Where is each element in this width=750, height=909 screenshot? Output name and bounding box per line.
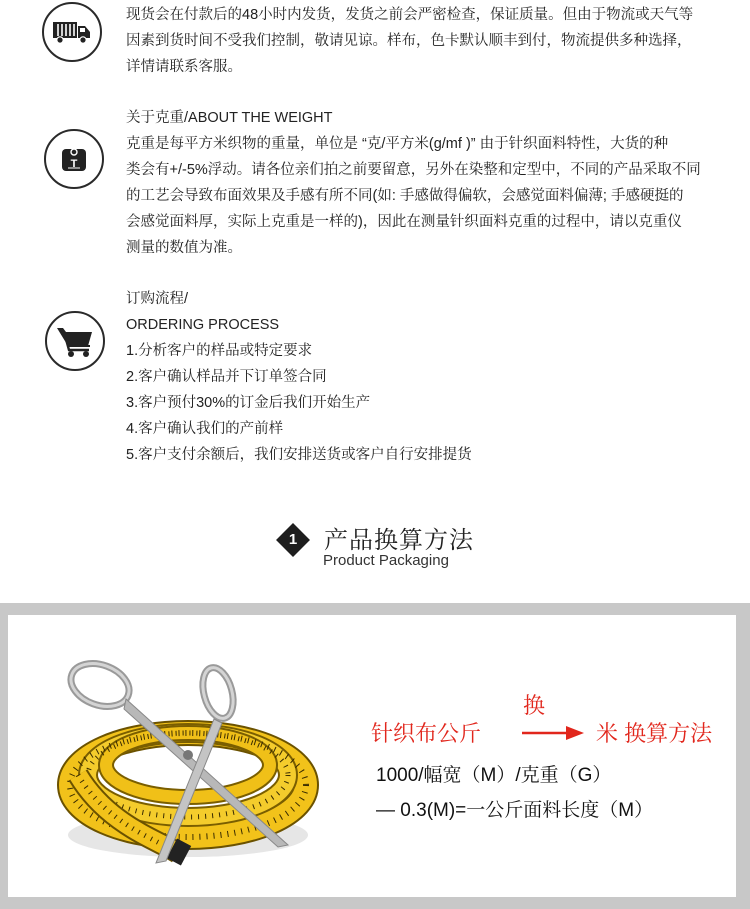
ordering-heading-en: ORDERING PROCESS bbox=[126, 317, 280, 333]
shipping-text bbox=[126, 2, 750, 80]
shopping-cart-icon bbox=[55, 324, 95, 358]
weight-heading: 关于克重/ABOUT THE WEIGHT bbox=[126, 110, 333, 126]
conversion-card bbox=[8, 615, 736, 897]
weight-line: 测量的数值为准。 bbox=[126, 240, 242, 256]
shipping-line: 现货会在付款后的48小时内发货，发货之前会严密检查，保证质量。但由于物流或天气等 bbox=[126, 7, 694, 23]
conversion-from: 针织布公斤 bbox=[371, 721, 482, 746]
weight-line: 会感觉面料厚，实际上克重是一样的)，因此在测量针织面料克重的过程中，请以克重仪 bbox=[126, 214, 682, 230]
cart-icon-circle bbox=[45, 311, 105, 371]
shipping-line: 因素到货时间不受我们控制，敬请见谅。样布，色卡默认顺丰到付，物流提供多种选择， bbox=[126, 33, 692, 49]
section-title-cn: 产品换算方法 bbox=[324, 527, 474, 554]
formula-line-2: — 0.3(M)=一公斤面料长度（M） bbox=[376, 800, 654, 821]
truck-icon-circle bbox=[42, 2, 102, 62]
conversion-to: 米 换算方法 bbox=[596, 721, 713, 746]
formula-line-1: 1000/幅宽（M）/克重（G） bbox=[376, 765, 612, 786]
conversion-label-top: 换 bbox=[523, 693, 546, 718]
weight-line: 的工艺会导致布面效果及手感有所不同(如: 手感做得偏软，会感觉面料偏薄; 手感硬挺的 bbox=[126, 188, 684, 204]
ordering-step: 2.客户确认样品并下订单签合同 bbox=[126, 369, 327, 385]
ordering-step: 4.客户确认我们的产前样 bbox=[126, 421, 284, 437]
weight-icon bbox=[59, 144, 89, 174]
section-title-en: Product Packaging bbox=[323, 552, 449, 569]
ordering-step: 3.客户预付30%的订金后我们开始生产 bbox=[126, 395, 371, 411]
weight-text bbox=[126, 105, 750, 261]
arrow-right-icon bbox=[520, 723, 586, 743]
svg-text:T: T bbox=[70, 158, 78, 170]
measuring-tape-illustration bbox=[38, 625, 328, 885]
ordering-text bbox=[126, 286, 750, 468]
weight-line: 类会有+/-5%浮动。请各位亲们拍之前要留意，另外在染整和定型中，不同的产品采取不同 bbox=[126, 162, 701, 178]
truck-icon bbox=[51, 17, 93, 47]
ordering-step: 1.分析客户的样品或特定要求 bbox=[126, 343, 313, 359]
ordering-step: 5.客户支付余额后，我们安排送货或客户自行安排提货 bbox=[126, 447, 472, 463]
section-number: 1 bbox=[288, 531, 298, 548]
conversion-panel bbox=[0, 603, 750, 909]
weight-icon-circle bbox=[44, 129, 104, 189]
ordering-heading-cn: 订购流程/ bbox=[126, 291, 189, 307]
weight-line: 克重是每平方米织物的重量，单位是 “克/平方米(g/mf )” 由于针织面料特性，大货的种 bbox=[126, 136, 669, 152]
shipping-line: 详情请联系客服。 bbox=[126, 59, 242, 75]
